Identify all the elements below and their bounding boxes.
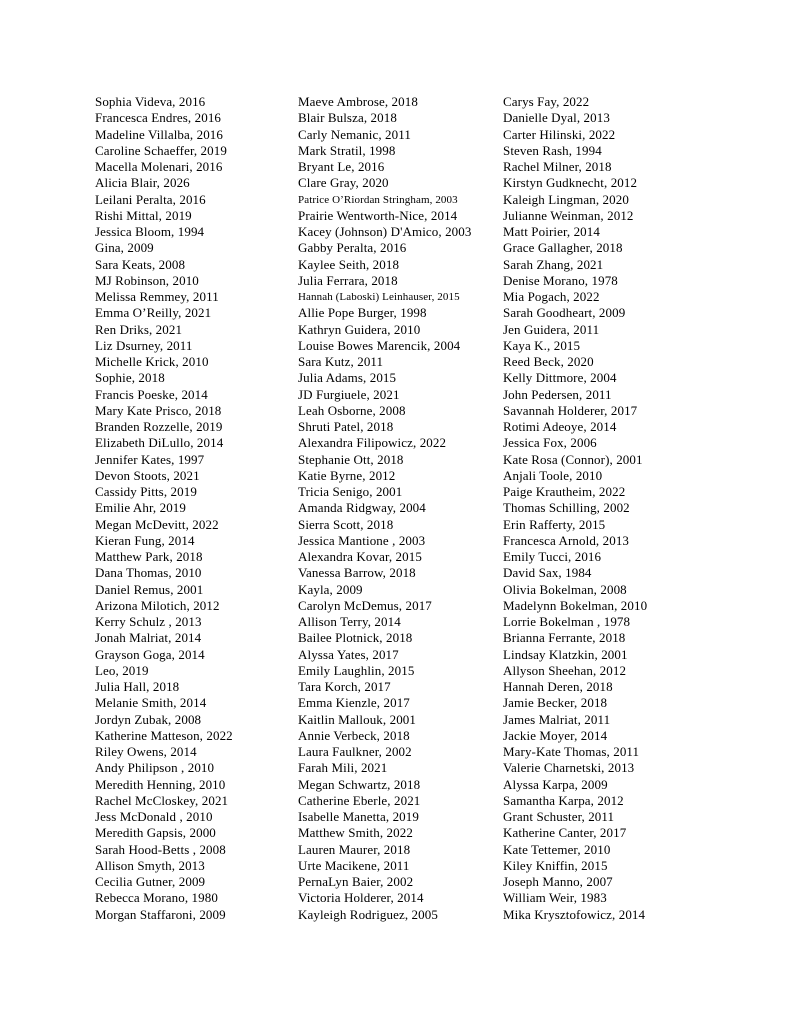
list-item: Arizona Milotich, 2012	[95, 597, 220, 613]
list-item: Macella Molenari, 2016	[95, 159, 223, 174]
list-item: Sophie, 2018	[95, 370, 165, 386]
list-item: Patrice O’Riordan Stringham, 2003	[298, 193, 458, 206]
list-item: Grayson Goga, 2014	[95, 646, 205, 662]
list-item: Caroline Schaeffer, 2019	[95, 142, 227, 158]
list-item: Francis Poeske, 2014	[95, 386, 208, 402]
list-item: Kerry Schulz , 2013	[95, 614, 202, 629]
list-item: Kathryn Guidera, 2010	[298, 321, 421, 337]
list-item: Julianne Weinman, 2012	[503, 207, 634, 223]
list-item: Madelynn Bokelman, 2010	[503, 597, 648, 613]
list-item: Branden Rozzelle, 2019	[95, 419, 223, 434]
list-item: Emily Laughlin, 2015	[298, 662, 415, 678]
name-column-3	[503, 94, 703, 923]
list-item: Savannah Holderer, 2017	[503, 402, 638, 418]
list-item: Meredith Henning, 2010	[95, 776, 226, 792]
list-item: Matt Poirier, 2014	[503, 224, 600, 239]
list-item: Brianna Ferrante, 2018	[503, 630, 626, 646]
list-item: Sierra Scott, 2018	[298, 516, 394, 532]
list-item: Melanie Smith, 2014	[95, 695, 207, 711]
list-item: PernaLyn Baier, 2002	[298, 874, 414, 889]
list-item: Vanessa Barrow, 2018	[298, 565, 416, 581]
list-item: Steven Rash, 1994	[503, 142, 602, 158]
list-item: Devon Stoots, 2021	[95, 467, 200, 483]
list-item: Anjali Toole, 2010	[503, 467, 603, 483]
list-item: Kaylee Seith, 2018	[298, 256, 400, 272]
list-item: Catherine Eberle, 2021	[298, 792, 421, 808]
list-item: Emma Kienzle, 2017	[298, 695, 410, 711]
list-item: Sophia Videva, 2016	[95, 94, 206, 109]
list-item: Meredith Gapsis, 2000	[95, 825, 216, 841]
list-item: Mary-Kate Thomas, 2011	[503, 744, 640, 759]
list-item: Megan Schwartz, 2018	[298, 776, 421, 792]
list-item: Leah Osborne, 2008	[298, 402, 406, 418]
list-item: Kiley Kniffin, 2015	[503, 857, 608, 873]
list-item: Elizabeth DiLullo, 2014	[95, 435, 224, 451]
list-item: Cassidy Pitts, 2019	[95, 484, 197, 499]
list-item: Francesca Arnold, 2013	[503, 532, 630, 548]
list-item: Joseph Manno, 2007	[503, 874, 613, 889]
name-column-1	[95, 94, 295, 923]
list-item: Kacey (Johnson) D'Amico, 2003	[298, 224, 472, 239]
list-item: Denise Morano, 1978	[503, 272, 618, 288]
list-item: Sara Keats, 2008	[95, 256, 186, 272]
list-item: Jonah Malriat, 2014	[95, 630, 202, 646]
list-item: Thomas Schilling, 2002	[503, 500, 630, 516]
list-item: Allie Pope Burger, 1998	[298, 305, 427, 321]
list-item: Victoria Holderer, 2014	[298, 890, 424, 906]
list-item: Allyson Sheehan, 2012	[503, 662, 627, 678]
list-item: William Weir, 1983	[503, 890, 607, 906]
list-item: Hannah (Laboski) Leinhauser, 2015	[298, 291, 460, 303]
list-item: Urte Macikene, 2011	[298, 857, 410, 873]
list-item: Leilani Peralta, 2016	[95, 191, 206, 207]
list-item: Isabelle Manetta, 2019	[298, 809, 419, 824]
list-item: Kaleigh Lingman, 2020	[503, 191, 629, 207]
list-item: Hannah Deren, 2018	[503, 679, 613, 694]
list-item: Tricia Senigo, 2001	[298, 484, 403, 499]
list-item: Amanda Ridgway, 2004	[298, 500, 426, 516]
list-item: Allison Terry, 2014	[298, 614, 401, 629]
list-item: Andy Philipson , 2010	[95, 760, 215, 776]
list-item: Lauren Maurer, 2018	[298, 841, 411, 857]
list-item: Jess McDonald , 2010	[95, 809, 213, 824]
list-item: David Sax, 1984	[503, 565, 592, 581]
list-item: Lindsay Klatzkin, 2001	[503, 646, 628, 662]
list-item: Alexandra Filipowicz, 2022	[298, 435, 447, 451]
list-item: Cecilia Gutner, 2009	[95, 874, 206, 889]
name-column-2	[298, 94, 500, 923]
list-item: Kelly Dittmore, 2004	[503, 370, 617, 386]
list-item: Kate Rosa (Connor), 2001	[503, 451, 643, 467]
list-item: Katherine Matteson, 2022	[95, 727, 233, 743]
list-item: Riley Owens, 2014	[95, 744, 197, 759]
list-item: Blair Bulsza, 2018	[298, 110, 397, 126]
list-item: Carly Nemanic, 2011	[298, 126, 411, 142]
list-item: Rishi Mittal, 2019	[95, 207, 192, 223]
list-item: Maeve Ambrose, 2018	[298, 94, 418, 109]
list-item: Ren Driks, 2021	[95, 321, 183, 337]
list-item: Michelle Krick, 2010	[95, 354, 209, 369]
list-item: Samantha Karpa, 2012	[503, 792, 624, 808]
list-item: Mia Pogach, 2022	[503, 289, 600, 304]
list-item: Allison Smyth, 2013	[95, 857, 205, 873]
list-item: Paige Krautheim, 2022	[503, 484, 626, 499]
list-item: Jessica Bloom, 1994	[95, 224, 205, 239]
list-item: Grant Schuster, 2011	[503, 809, 615, 824]
list-item: Alyssa Karpa, 2009	[503, 776, 608, 792]
list-item: MJ Robinson, 2010	[95, 272, 199, 288]
list-item: Jessica Mantione , 2003	[298, 532, 426, 548]
list-item: Jamie Becker, 2018	[503, 695, 608, 711]
list-item: Morgan Staffaroni, 2009	[95, 906, 226, 922]
list-item: Kieran Fung, 2014	[95, 532, 195, 548]
list-item: Kate Tettemer, 2010	[503, 841, 611, 857]
list-item: Gina, 2009	[95, 240, 154, 256]
list-item: Shruti Patel, 2018	[298, 419, 394, 434]
list-item: Madeline Villalba, 2016	[95, 126, 224, 142]
list-item: Lorrie Bokelman , 1978	[503, 614, 631, 629]
list-item: Kaya K., 2015	[503, 337, 581, 353]
list-item: Liz Dsurney, 2011	[95, 337, 193, 353]
list-item: Carter Hilinski, 2022	[503, 126, 616, 142]
list-item: John Pedersen, 2011	[503, 386, 612, 402]
list-item: Rachel McCloskey, 2021	[95, 792, 229, 808]
list-item: Gabby Peralta, 2016	[298, 240, 407, 256]
list-item: Kayleigh Rodriguez, 2005	[298, 906, 438, 922]
list-item: Daniel Remus, 2001	[95, 581, 204, 597]
list-item: Jen Guidera, 2011	[503, 321, 600, 337]
list-item: Sara Kutz, 2011	[298, 354, 384, 369]
list-item: Carys Fay, 2022	[503, 94, 590, 109]
list-item: Mika Krysztofowicz, 2014	[503, 906, 646, 922]
list-item: Laura Faulkner, 2002	[298, 744, 412, 759]
list-item: Jordyn Zubak, 2008	[95, 711, 202, 727]
list-item: Megan McDevitt, 2022	[95, 516, 219, 532]
list-item: Rebecca Morano, 1980	[95, 890, 218, 906]
list-item: Rachel Milner, 2018	[503, 159, 612, 174]
list-item: Olivia Bokelman, 2008	[503, 581, 627, 597]
list-item: Erin Rafferty, 2015	[503, 516, 606, 532]
list-item: Katherine Canter, 2017	[503, 825, 627, 841]
list-item: Farah Mili, 2021	[298, 760, 388, 776]
list-item: Dana Thomas, 2010	[95, 565, 202, 581]
list-item: Mark Stratil, 1998	[298, 142, 396, 158]
list-item: Sarah Zhang, 2021	[503, 256, 604, 272]
list-item: Francesca Endres, 2016	[95, 110, 222, 126]
list-item: James Malriat, 2011	[503, 711, 611, 727]
list-item: Alyssa Yates, 2017	[298, 646, 399, 662]
list-item: Mary Kate Prisco, 2018	[95, 402, 222, 418]
list-item: Melissa Remmey, 2011	[95, 289, 219, 304]
list-item: Kayla, 2009	[298, 581, 363, 597]
list-item: Reed Beck, 2020	[503, 354, 594, 369]
list-item: Emily Tucci, 2016	[503, 549, 602, 564]
list-item: Julia Ferrara, 2018	[298, 272, 398, 288]
list-item: Carolyn McDemus, 2017	[298, 597, 432, 613]
list-item: Rotimi Adeoye, 2014	[503, 419, 617, 434]
list-item: Emilie Ahr, 2019	[95, 500, 186, 516]
list-item: Kaitlin Mallouk, 2001	[298, 711, 417, 727]
list-item: Leo, 2019	[95, 662, 149, 678]
list-item: Matthew Park, 2018	[95, 549, 203, 564]
list-item: Stephanie Ott, 2018	[298, 451, 404, 467]
list-item: Jackie Moyer, 2014	[503, 727, 608, 743]
list-item: Sarah Goodheart, 2009	[503, 305, 626, 321]
list-item: Grace Gallagher, 2018	[503, 240, 623, 256]
list-item: Kirstyn Gudknecht, 2012	[503, 175, 638, 191]
list-item: Jessica Fox, 2006	[503, 435, 597, 451]
list-item: JD Furgiuele, 2021	[298, 386, 400, 402]
list-item: Alicia Blair, 2026	[95, 175, 190, 191]
list-item: Prairie Wentworth-Nice, 2014	[298, 207, 458, 223]
list-item: Julia Adams, 2015	[298, 370, 397, 386]
list-item: Julia Hall, 2018	[95, 679, 180, 694]
list-item: Alexandra Kovar, 2015	[298, 549, 422, 564]
list-item: Bailee Plotnick, 2018	[298, 630, 413, 646]
list-item: Danielle Dyal, 2013	[503, 110, 610, 126]
list-item: Bryant Le, 2016	[298, 159, 385, 174]
list-item: Sarah Hood-Betts , 2008	[95, 841, 226, 857]
list-item: Matthew Smith, 2022	[298, 825, 413, 841]
list-item: Tara Korch, 2017	[298, 679, 391, 694]
list-item: Clare Gray, 2020	[298, 175, 389, 191]
list-item: Emma O’Reilly, 2021	[95, 305, 212, 321]
list-item: Louise Bowes Marencik, 2004	[298, 337, 461, 353]
list-item: Annie Verbeck, 2018	[298, 727, 410, 743]
list-item: Jennifer Kates, 1997	[95, 451, 205, 467]
list-item: Katie Byrne, 2012	[298, 467, 396, 483]
list-item: Valerie Charnetski, 2013	[503, 760, 635, 776]
